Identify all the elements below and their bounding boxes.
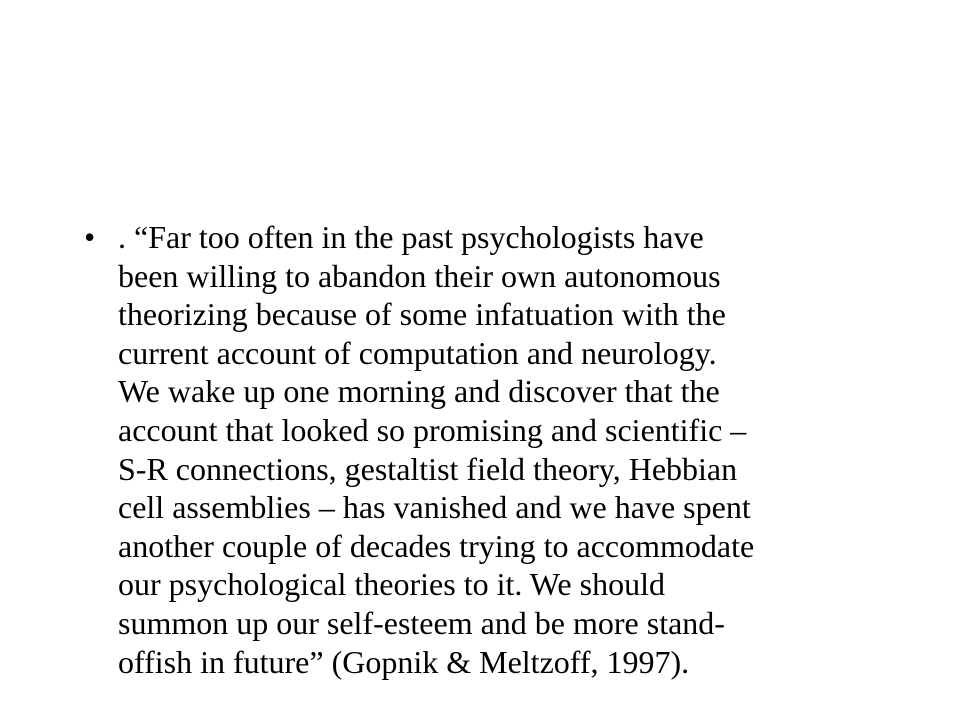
quote-line: S-R connections, gestaltist field theory, Hebbian (118, 450, 738, 487)
bullet-marker: • (84, 219, 96, 255)
quote-line: our psychological theories to it. We should (118, 566, 665, 603)
quote-line: offish in future” (Gopnik & Meltzoff, 1997). (118, 643, 690, 680)
quote-line: been willing to abandon their own autonomous (118, 257, 721, 294)
quote-line: account that looked so promising and scientific – (118, 411, 747, 448)
quote-line: We wake up one morning and discover that the (118, 373, 720, 410)
quote-line: cell assemblies – has vanished and we have spent (118, 489, 751, 526)
quote-line: another couple of decades trying to accommodate (118, 527, 755, 564)
quote-line: theorizing because of some infatuation with the (118, 296, 726, 333)
quote-text (118, 218, 878, 681)
quote-line: current account of computation and neurology. (118, 334, 717, 371)
quote-line: summon up our self-esteem and be more stand- (118, 604, 725, 641)
quote-line: . “Far too often in the past psychologists have (118, 219, 704, 255)
